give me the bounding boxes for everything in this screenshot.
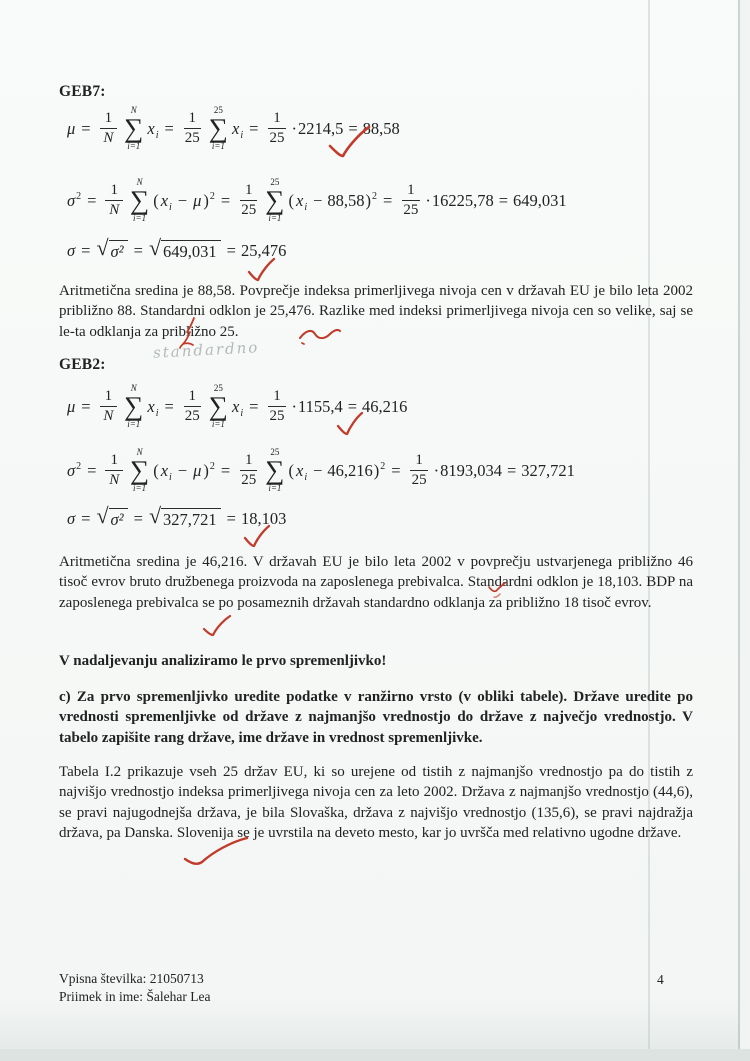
scan-bottom-edge	[0, 1049, 750, 1061]
page-right-margin	[740, 0, 750, 1061]
geb2-variance-formula: σ2 = $\frac{1}{N}$ N ∑ i=1 ( xi − μ )2 = $\frac{1}{25}$ 25 ∑ i=1 ( xi − 46,216 )2 = $\frac{1}{25}$ · 8193,034 = 327,721	[67, 447, 575, 493]
geb7-interpretation-paragraph: Aritmetična sredina je 88,58. Povprečje indeksa primerljivega nivoja cen v državah EU je bilo leta 2002 približno 88. Standardni odklon je 25,476. Razlike med indeksi primerljivega nivoja cen so velike, saj se le-ta odklanja za približno 25.	[59, 283, 693, 340]
student-id-line: Vpisna številka: 21050713	[59, 971, 204, 986]
red-check-icon	[336, 411, 363, 436]
geb7-heading: GEB7:	[59, 83, 106, 100]
geb7-stddev-formula: σ = √ σ² = √ 649,031 = 25,476	[67, 235, 287, 261]
geb2-interpretation-paragraph: Aritmetična sredina je 46,216. V državah EU je bilo leta 2002 v povprečju ustvarjenega približno 46 tisoč evrov bruto družbenega proizvoda na zaposlenega prebivalca. Standardni odklon je 18,103. BDP na zaposlenega prebivalca se po posameznih državah standardno odklanja za približno 18 tisoč evrov.	[59, 554, 693, 611]
red-tick-icon	[492, 592, 501, 600]
table-description-paragraph: Tabela I.2 prikazuje vseh 25 držav EU, ki so urejene od tistih z najmanjšo vrednostjo pa do tistih z najvišjo vrednostjo indeksa primerljivega nivoja cen za leto 2002. Država z najmanjšo vrednostjo (44,6), se pravi najugodnejša država, je bila Slovaška, država z najvišjo vrednostjo (135,6), se pravi najdražja država, pa Danska. Slovenija se je uvrstila na deveto mesto, kar jo uvršča med relativno ugodne države.	[59, 764, 693, 842]
geb2-heading: GEB2:	[59, 356, 106, 373]
red-check-icon	[243, 524, 270, 548]
geb7-mean-formula: μ = $\frac{1}{N}$ N ∑ i=1 xi = $\frac{1}{25}$ 25 ∑ i=1 xi = $\frac{1}{25}$ · 2214,5 = 88,58	[67, 105, 400, 151]
red-check-icon	[247, 257, 275, 282]
page-number: 4	[657, 972, 664, 987]
geb2-mean-formula: μ = $\frac{1}{N}$ N ∑ i=1 xi = $\frac{1}{25}$ 25 ∑ i=1 xi = $\frac{1}{25}$ · 1155,4 = 46,216	[67, 383, 408, 429]
task-c-paragraph: c) Za prvo spremenljivko uredite podatke v ranžirno vrsto (v obliki tabele). Države uredite po vrednosti spremenljivke od države z najmanjšo vrednostjo do države z največjo vrednostjo. V tabelo zapišite rang države, ime države in vrednost spremenljivke.	[59, 689, 693, 746]
geb7-variance-formula: σ2 = $\frac{1}{N}$ N ∑ i=1 ( xi − μ )2 = $\frac{1}{25}$ 25 ∑ i=1 ( xi − 88,58 )2 = $\frac{1}{25}$ · 16225,78 = 649,031	[67, 177, 567, 223]
scan-fold-line	[648, 0, 650, 1061]
red-check-icon	[327, 125, 371, 159]
red-check-icon	[183, 836, 249, 866]
footer-block	[59, 970, 210, 1005]
red-squiggle-mark-icon	[296, 325, 342, 347]
red-check-icon	[202, 614, 232, 637]
student-name-line: Priimek in ime: Šalehar Lea	[59, 988, 211, 1004]
analysis-note: V nadaljevanju analiziramo le prvo spremenljivko!	[59, 653, 387, 669]
pencil-handwritten-note: standardno	[152, 338, 260, 362]
geb2-stddev-formula: σ = √ σ² = √ 327,721 = 18,103	[67, 503, 287, 529]
page-edge-line	[738, 0, 740, 1061]
